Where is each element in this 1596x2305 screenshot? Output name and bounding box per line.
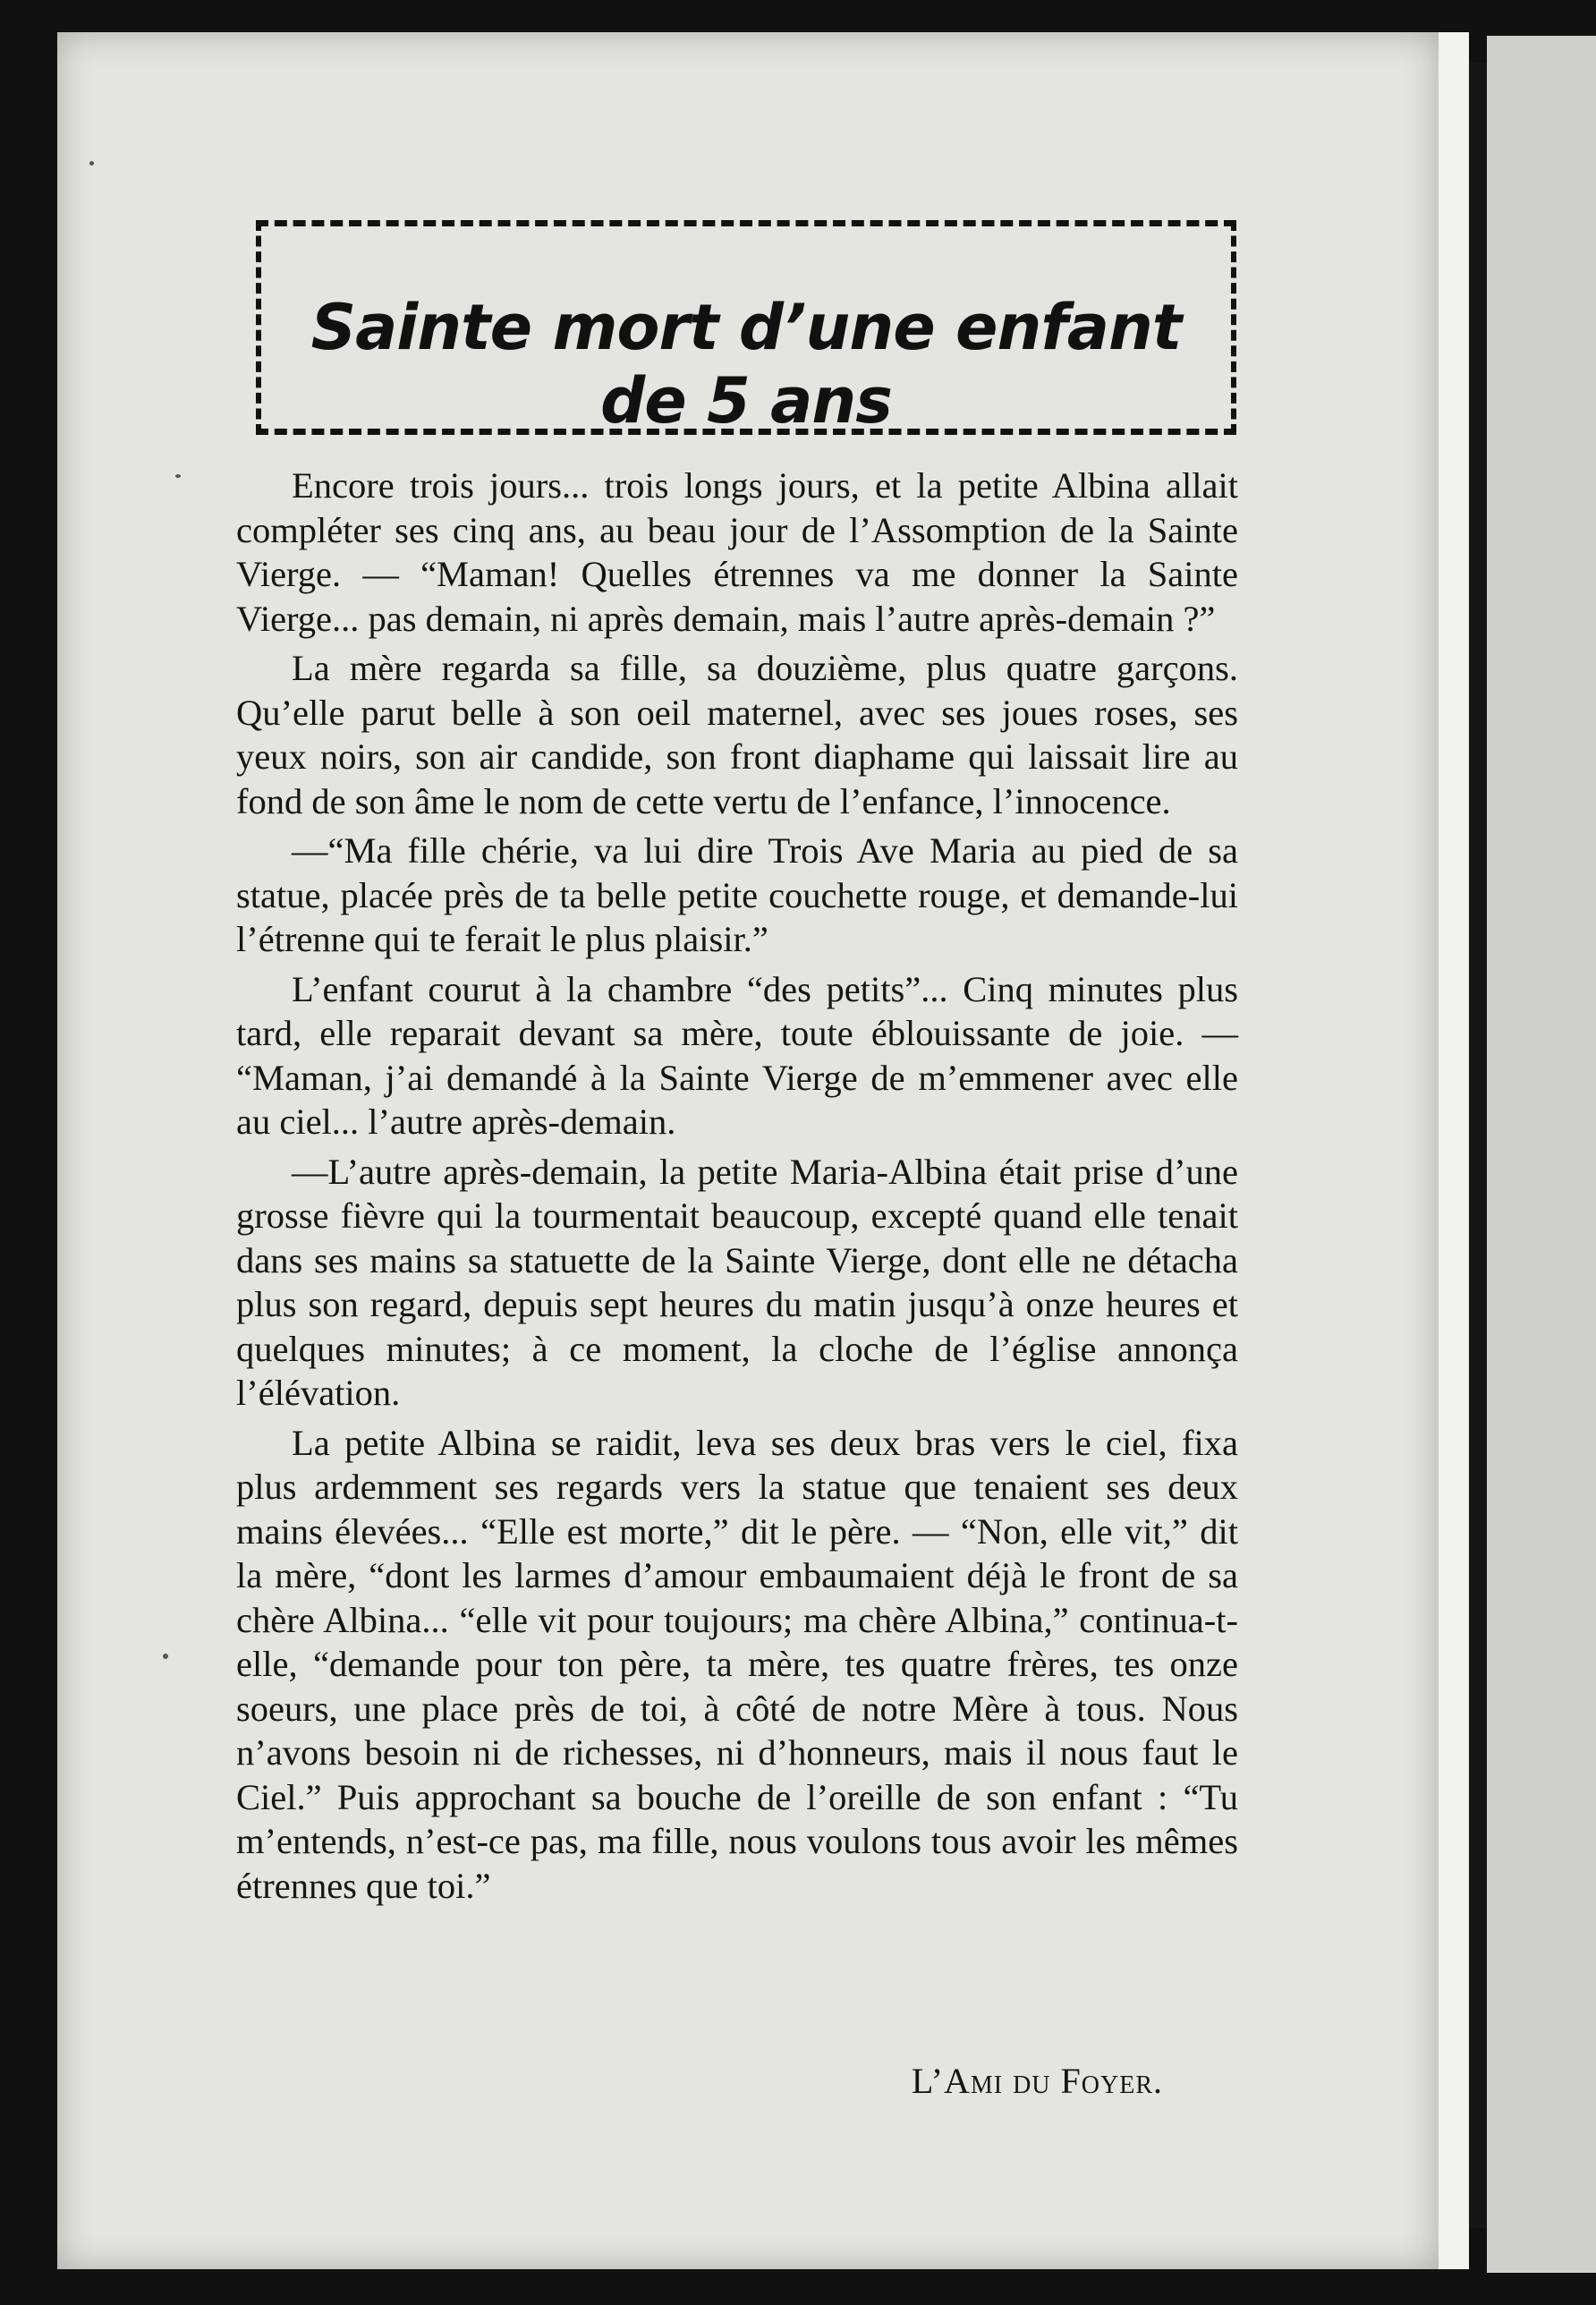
dust-speck xyxy=(89,161,94,166)
dust-speck xyxy=(175,474,181,478)
paragraph: Encore trois jours... trois longs jours, et la petite Albina allait compléter ses cinq ans, au beau jour de l’Assomption de la Sainte Vierge. — “Maman! Quelles étrennes va me donner la Sainte Vierge... pas demain, ni après demain, mais l’autre après-demain ?” xyxy=(236,465,1238,639)
next-page-edge xyxy=(1487,36,1596,2273)
paragraph: L’enfant courut à la chambre “des petits”... Cinq minutes plus tard, elle reparait devant sa mère, toute éblouissante de joie. — “Maman, j’ai demandé à la Sainte Vierge de m’emmener avec elle au ciel... l’autre après-demain. xyxy=(236,968,1238,1142)
paragraph: —“Ma fille chérie, va lui dire Trois Ave Maria au pied de sa statue, placée près de ta belle petite couchette rouge, et demande-lui l’étrenne qui te ferait le plus plaisir.” xyxy=(236,830,1238,959)
article-title: Sainte mort d’une enfant de 5 ans xyxy=(310,291,1182,438)
page-margin-strip xyxy=(1439,32,1469,2269)
page-gutter-shadow xyxy=(1469,63,1487,2228)
paragraph: La petite Albina se raidit, leva ses deux bras vers le ciel, fixa plus ardemment ses regards vers la statue que tenaient ses deux mains élevées... “Elle est morte,” dit le père. — “Non, elle vit,” dit la mère, “dont les larmes d’amour embaumaient déjà le front de sa chère Albina... “elle vit pour toujours; ma chère Albina,” continua-t-elle, “demande pour ton père, ta mère, tes quatre frères, tes onze soeurs, une place près de toi, à côté de notre Mère à tous. Nous n’avons besoin ni de richesses, ni d’honneurs, mais il nous faut le Ciel.” Puis approchant sa bouche de l’oreille de son enfant : “Tu m’entends, n’est-ce pas, ma fille, nous voulons tous avoir les mêmes étrennes que toi.” xyxy=(236,1422,1238,1906)
title-frame xyxy=(256,220,1236,438)
paragraph: La mère regarda sa fille, sa douzième, plus quatre garçons. Qu’elle parut belle à son oeil maternel, avec ses joues roses, ses yeux noirs, son air candide, son front diaphame qui laissait lire au fond de son âme le nom de cette vertu de l’enfance, l’innocence. xyxy=(236,648,1238,821)
article-body xyxy=(236,464,1238,1913)
paragraph: —L’autre après-demain, la petite Maria-Albina était prise d’une grosse fièvre qui la tourmentait beaucoup, excepté quand elle tenait dans ses mains sa statuette de la Sainte Vierge, dont elle ne détacha plus son regard, depuis sept heures du matin jusqu’à onze heures et quelques minutes; à ce moment, la cloche de l’église annonça l’élévation. xyxy=(236,1151,1238,1413)
dust-speck xyxy=(163,1654,168,1659)
article-signature: L’Ami du Foyer. xyxy=(911,2061,1163,2101)
